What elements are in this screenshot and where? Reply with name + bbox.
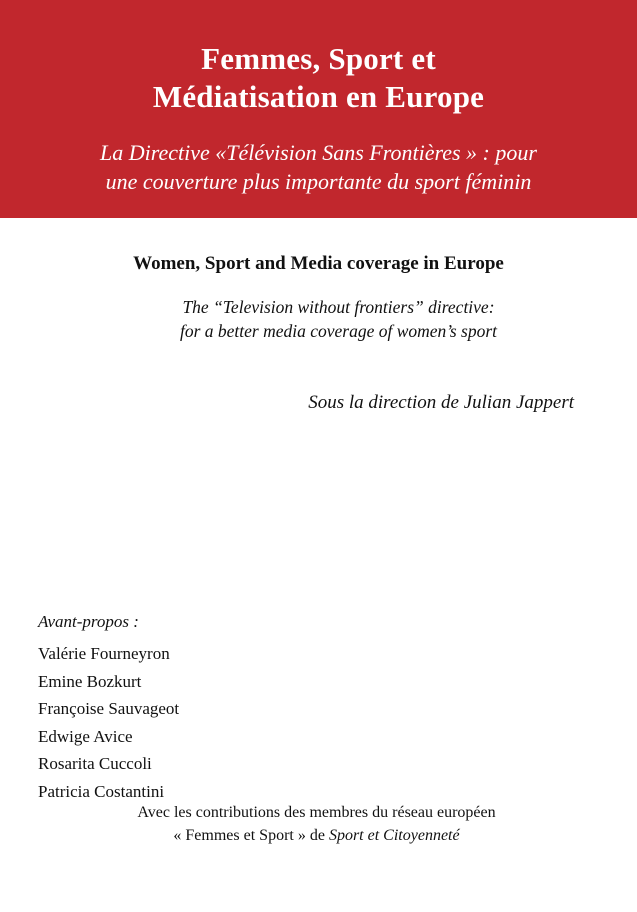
main-title-line2: Médiatisation en Europe	[152, 78, 485, 114]
main-title	[44, 40, 593, 116]
list-item: Rosarita Cuccoli	[38, 754, 152, 774]
list-item: Patricia Costantini	[38, 781, 165, 801]
title-banner	[0, 0, 637, 218]
list-item: Edwige Avice	[38, 726, 133, 746]
english-subtitle-line2: for a better media coverage of women’s sport	[179, 320, 498, 341]
foreword-author-list	[38, 640, 368, 805]
contributors-note-line1: Avec les contributions des membres du réseau européen	[137, 804, 496, 821]
english-title: Women, Sport and Media coverage in Europe	[133, 253, 504, 274]
english-title-block	[44, 252, 593, 343]
foreword-block	[38, 612, 368, 805]
list-item: Valérie Fourneyron	[38, 644, 170, 663]
list-item: Emine Bozkurt	[38, 671, 142, 691]
english-subtitle	[44, 295, 593, 343]
contributors-note	[60, 802, 573, 847]
organisation-name: Sport et Citoyenneté	[328, 826, 460, 844]
contributors-note-line2	[60, 825, 573, 848]
english-subtitle-line1: The “Television without frontiers” directive:	[182, 296, 495, 317]
foreword-label: Avant-propos :	[38, 612, 139, 631]
network-name: « Femmes et Sport » de	[173, 826, 329, 844]
main-subtitle-line1: La Directive «Télévision Sans Frontières » : pour	[100, 139, 537, 165]
list-item: Françoise Sauvageot	[38, 699, 180, 719]
main-title-line1: Femmes, Sport et	[201, 41, 436, 76]
main-subtitle	[44, 138, 593, 197]
main-subtitle-line2: une couverture plus importante du sport féminin	[105, 169, 532, 195]
editor-credit: Sous la direction de Julian Jappert	[308, 392, 574, 413]
